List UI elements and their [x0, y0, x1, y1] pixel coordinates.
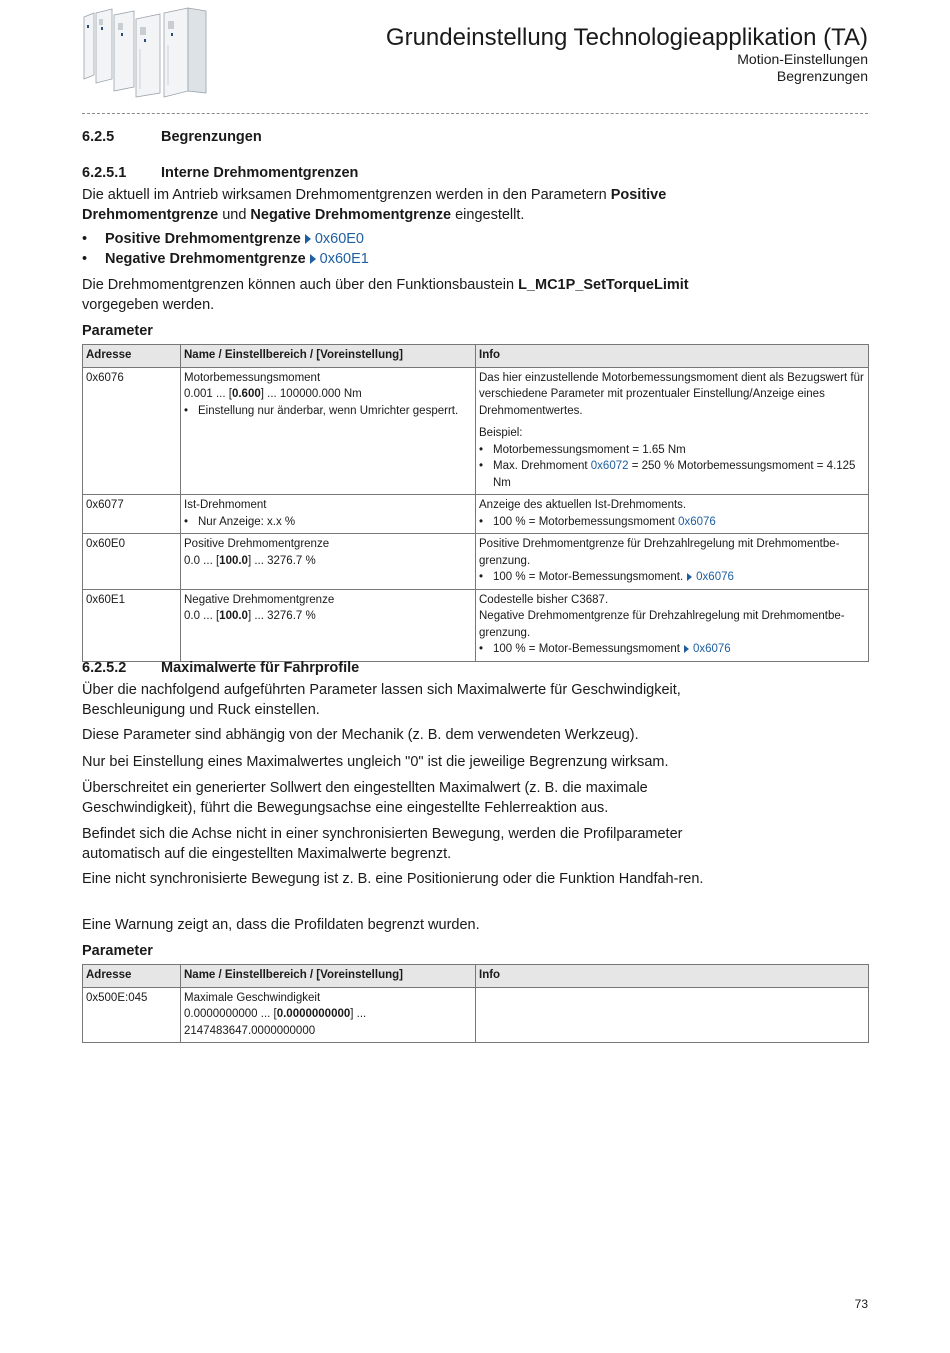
- function-block-name: L_MC1P_SetTorqueLimit: [518, 277, 689, 293]
- info-text: Positive Drehmomentgrenze für Drehzahlregelung mit Drehmomentbe-grenzung.: [479, 538, 840, 567]
- text: und: [218, 207, 251, 223]
- table-row: [83, 495, 869, 534]
- info-bullet: • 100 % = Motor-Bemessungsmoment 0x6076: [479, 643, 731, 655]
- parameter-heading: Parameter: [82, 943, 153, 959]
- link-0x60E1[interactable]: 0x60E1: [319, 251, 369, 267]
- param-note: • Einstellung nur änderbar, wenn Umrichter gesperrt.: [184, 404, 459, 417]
- param-note: • Nur Anzeige: x.x %: [184, 515, 296, 528]
- table-header-row: [83, 965, 869, 988]
- param-name: Motorbemessungsmoment: [184, 371, 321, 384]
- column-header: Name / Einstellbereich / [Voreinstellung]: [181, 345, 476, 368]
- paragraph: Überschreitet ein generierter Sollwert den eingestellten Maximalwert (z. B. die maximale Geschwindigkeit), führt die Bewegungsachse eine eingestellte Fehlerreaktion aus.: [82, 780, 648, 816]
- param-range: 0.0 ... [100.0] ... 3276.7 %: [184, 610, 316, 622]
- bold-term: Positive Drehmomentgrenze: [82, 187, 667, 223]
- text: eingestellt.: [451, 207, 525, 223]
- table-row: [83, 534, 869, 590]
- link-0x6076[interactable]: 0x6076: [696, 571, 734, 583]
- text: vorgegeben werden.: [82, 297, 215, 313]
- link-arrow-icon: [310, 254, 316, 264]
- column-header: Adresse: [83, 965, 181, 988]
- info-bullet: • Motorbemessungsmoment = 1.65 Nm: [479, 443, 686, 456]
- param-name: Positive Drehmomentgrenze: [184, 538, 330, 550]
- parameter-heading: Parameter: [82, 323, 153, 339]
- info-cell: [476, 367, 869, 495]
- text: Die aktuell im Antrieb wirksamen Drehmomentgrenzen werden in den Parametern: [82, 187, 611, 203]
- header-divider: [82, 113, 868, 114]
- info-cell: [476, 589, 869, 661]
- param-name: Negative Drehmomentgrenze: [184, 593, 335, 606]
- name-cell: [181, 987, 476, 1043]
- info-example: Beispiel:: [479, 427, 523, 439]
- table-row: [83, 589, 869, 661]
- paragraph: Nur bei Einstellung eines Maximalwertes ungleich "0" ist die jeweilige Begrenzung wirksam.: [82, 754, 669, 770]
- bullet-item-positive: [82, 229, 364, 249]
- parameter-table-torque: [82, 344, 869, 662]
- link-arrow-icon: [687, 573, 692, 581]
- page-number: 73: [854, 1297, 868, 1311]
- paragraph: Diese Parameter sind abhängig von der Mechanik (z. B. dem verwendeten Werkzeug).: [82, 727, 639, 743]
- link-0x6072[interactable]: 0x6072: [590, 460, 629, 472]
- address-cell: 0x6076: [83, 367, 181, 495]
- info-bullet: • 100 % = Motor-Bemessungsmoment. 0x6076: [479, 571, 734, 583]
- bold-term: Negative Drehmomentgrenze: [250, 207, 452, 223]
- bullet-label: Negative Drehmomentgrenze: [105, 251, 306, 267]
- table-row: [83, 987, 869, 1043]
- page-header-title: Grundeinstellung Technologieapplikation (TA): [385, 24, 868, 51]
- info-bullet: • 100 % = Motorbemessungsmoment 0x6076: [479, 515, 716, 528]
- bullet-label: Positive Drehmomentgrenze: [105, 231, 301, 247]
- column-header: Info: [476, 965, 869, 988]
- info-text: Codestelle bisher C3687.: [479, 593, 609, 606]
- link-0x6076[interactable]: 0x6076: [678, 515, 716, 528]
- info-cell: [476, 534, 869, 590]
- paragraph: Befindet sich die Achse nicht in einer synchronisierten Bewegung, werden die Profilparameter automatisch auf die eingestellten Maximalwerte begrenzt.: [82, 826, 683, 862]
- inverter-product-image: [82, 5, 209, 101]
- section-heading-6252: [82, 660, 359, 676]
- section-heading-625: [82, 129, 262, 145]
- link-arrow-icon: [305, 234, 311, 244]
- bullet-icon: •: [82, 231, 88, 247]
- column-header: Name / Einstellbereich / [Voreinstellung]: [181, 965, 476, 988]
- info-text: Anzeige des aktuellen Ist-Drehmoments.: [479, 499, 687, 511]
- address-cell: 0x6077: [83, 495, 181, 534]
- param-range: 0.001 ... [0.600] ... 100000.000 Nm: [184, 388, 362, 400]
- text: Die Drehmomentgrenzen können auch über den Funktionsbaustein: [82, 277, 519, 293]
- section-number: 6.2.5.2: [82, 660, 127, 676]
- link-arrow-icon: [684, 645, 689, 653]
- address-cell: 0x60E1: [83, 589, 181, 661]
- table-header-row: [83, 345, 869, 368]
- page-header-subtitle-2: Begrenzungen: [776, 68, 868, 84]
- parameter-table-max-values: [82, 964, 869, 1043]
- param-name: Ist-Drehmoment: [184, 499, 267, 511]
- info-text: Das hier einzustellende Motorbemessungsmoment dient als Bezugswert für verschiedene Parameter mit prozentualer Einstellung/Anzeige eines Drehmomentwertes.: [479, 371, 864, 417]
- function-block-paragraph: [82, 275, 712, 315]
- page-header-subtitle: Motion-Einstellungen: [737, 51, 868, 67]
- section-title: Maximalwerte für Fahrprofile: [161, 660, 360, 676]
- name-cell: [181, 495, 476, 534]
- section-number: 6.2.5: [82, 129, 115, 145]
- table-row: [83, 367, 869, 495]
- info-bullet: • Max. Drehmoment 0x6072 = 250 % Motorbemessungsmoment = 4.125 Nm: [479, 460, 856, 489]
- column-header: Adresse: [83, 345, 181, 368]
- address-cell: 0x60E0: [83, 534, 181, 590]
- section-heading-6251: [82, 165, 358, 181]
- link-0x60E0[interactable]: 0x60E0: [314, 231, 364, 247]
- section-title: Begrenzungen: [161, 129, 262, 145]
- info-text: Negative Drehmomentgrenze für Drehzahlregelung mit Drehmomentbe-grenzung.: [479, 610, 845, 639]
- info-cell: [476, 987, 869, 1043]
- param-range: 0.0000000000 ... [0.0000000000] ... 2147483647.0000000000: [184, 1008, 367, 1037]
- name-cell: [181, 534, 476, 590]
- name-cell: [181, 367, 476, 495]
- link-0x6076[interactable]: 0x6076: [692, 643, 731, 655]
- address-cell: 0x500E:045: [83, 987, 181, 1043]
- paragraph: Eine nicht synchronisierte Bewegung ist z. B. eine Positionierung oder die Funktion Handfah-ren.: [82, 871, 704, 887]
- intro-paragraph: [82, 185, 712, 225]
- info-cell: [476, 495, 869, 534]
- param-range: 0.0 ... [100.0] ... 3276.7 %: [184, 554, 316, 567]
- paragraph: Eine Warnung zeigt an, dass die Profildaten begrenzt wurden.: [82, 917, 480, 933]
- name-cell: [181, 589, 476, 661]
- bullet-item-negative: [82, 249, 369, 269]
- section-number: 6.2.5.1: [82, 165, 127, 181]
- column-header: Info: [476, 345, 869, 368]
- section-title: Interne Drehmomentgrenzen: [161, 165, 359, 181]
- bullet-icon: •: [82, 251, 88, 267]
- param-name: Maximale Geschwindigkeit: [184, 991, 321, 1004]
- paragraph: Über die nachfolgend aufgeführten Parameter lassen sich Maximalwerte für Geschwindigkeit, Beschleunigung und Ruck einstellen.: [82, 682, 681, 718]
